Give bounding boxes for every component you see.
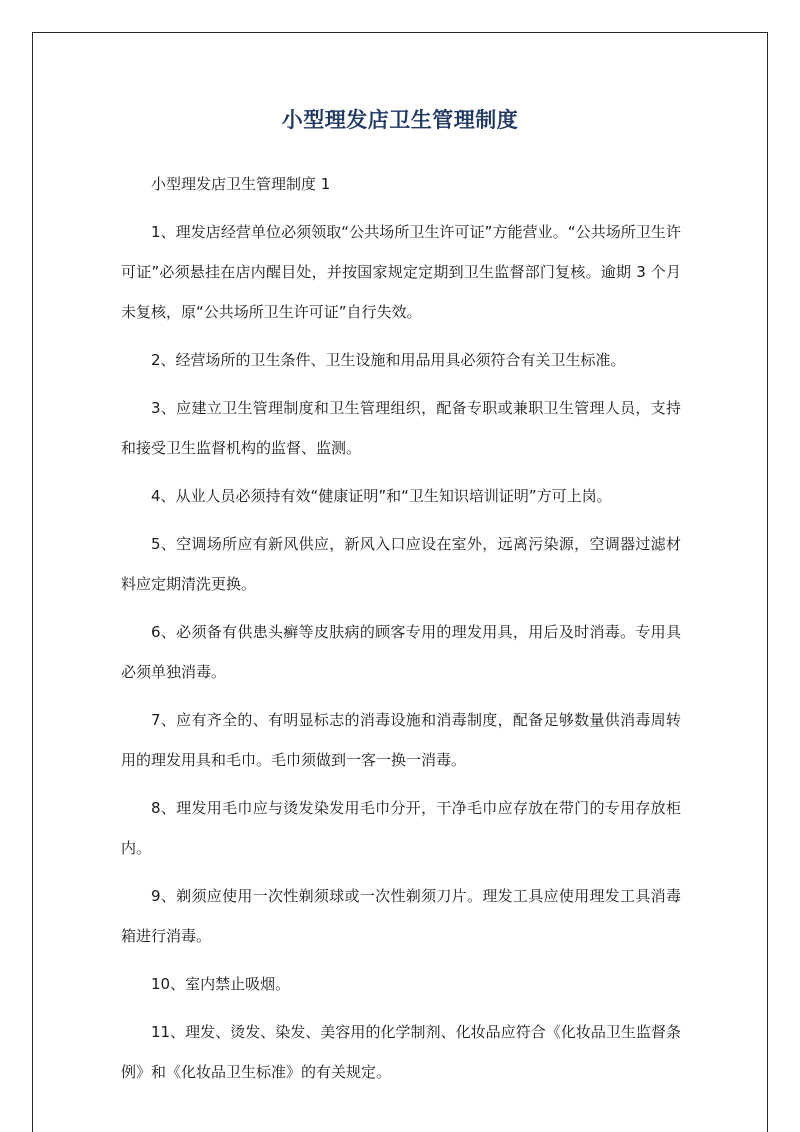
paragraph-6: 6、必须备有供患头癣等皮肤病的顾客专用的理发用具，用后及时消毒。专用具必须单独消毒。 — [121, 623, 681, 681]
paragraph-9: 9、剃须应使用一次性剃须球或一次性剃须刀片。理发工具应使用理发工具消毒箱进行消毒。 — [121, 887, 681, 945]
paragraph-11: 11、理发、烫发、染发、美容用的化学制剂、化妆品应符合《化妆品卫生监督条例》和《化妆品卫生标准》的有关规定。 — [121, 1023, 681, 1081]
document-subtitle: 小型理发店卫生管理制度 1 — [151, 175, 331, 193]
paragraph-10: 10、室内禁止吸烟。 — [151, 975, 291, 993]
document-title: 小型理发店卫生管理制度 — [281, 108, 519, 132]
paragraph-1: 1、理发店经营单位必须领取“公共场所卫生许可证”方能营业。“公共场所卫生许可证”必须悬挂在店内醒目处，并按国家规定定期到卫生监督部门复核。逾期 3 个月未复核，原“公共场所卫生许可证”自行失效。 — [121, 223, 681, 321]
paragraph-8: 8、理发用毛巾应与烫发染发用毛巾分开，干净毛巾应存放在带门的专用存放柜内。 — [121, 799, 681, 857]
paragraph-7: 7、应有齐全的、有明显标志的消毒设施和消毒制度，配备足够数量供消毒周转用的理发用具和毛巾。毛巾须做到一客一换一消毒。 — [121, 711, 681, 769]
document-body — [121, 164, 681, 1100]
paragraph-4: 4、从业人员必须持有效“健康证明”和“卫生知识培训证明”方可上岗。 — [151, 487, 612, 505]
paragraph-5: 5、空调场所应有新风供应，新风入口应设在室外，远离污染源，空调器过滤材料应定期清洗更换。 — [121, 535, 681, 593]
paragraph-2: 2、经营场所的卫生条件、卫生设施和用品用具必须符合有关卫生标准。 — [151, 351, 626, 369]
paragraph-3: 3、应建立卫生管理制度和卫生管理组织，配备专职或兼职卫生管理人员，支持和接受卫生监督机构的监督、监测。 — [121, 399, 681, 457]
